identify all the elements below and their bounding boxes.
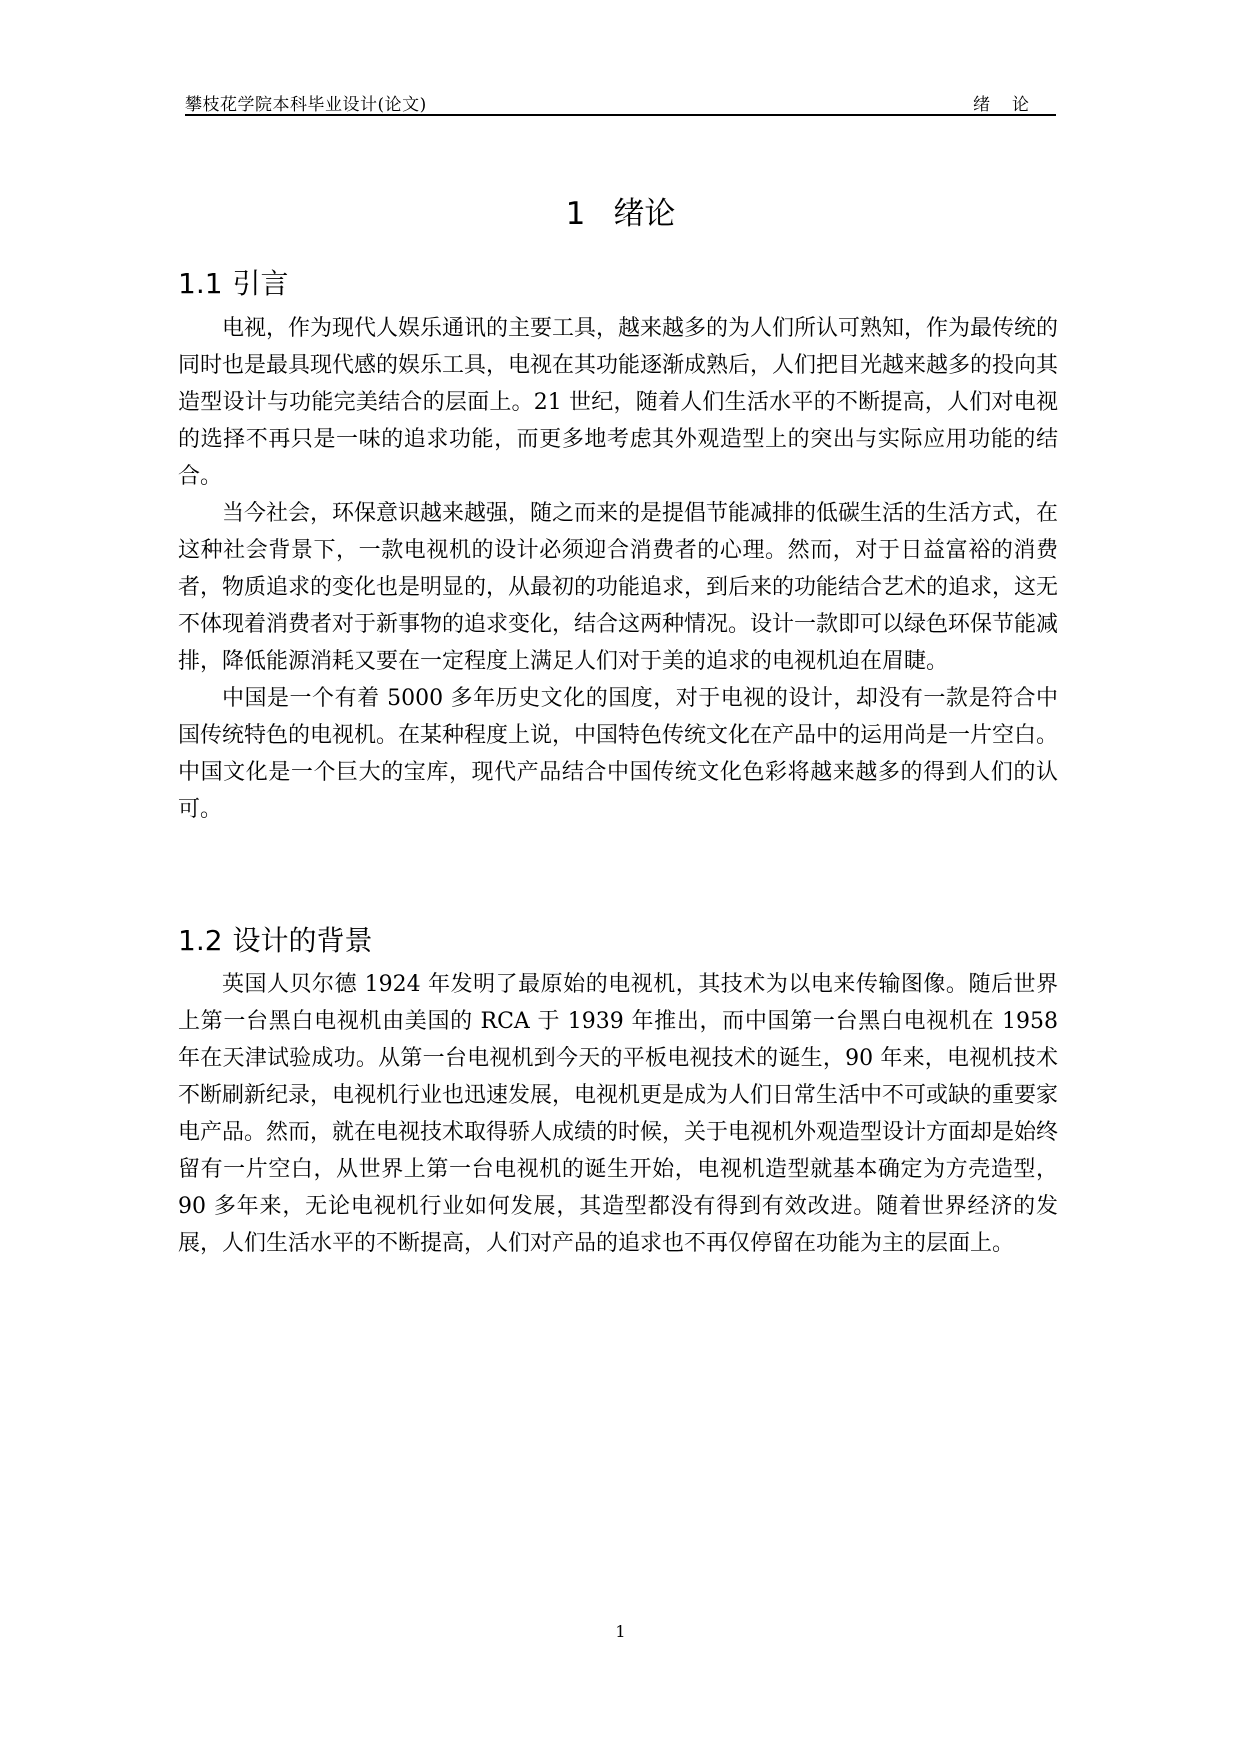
section-title-text: 引言 — [232, 267, 289, 300]
page-number: 1 — [615, 1622, 626, 1641]
chapter-title-text: 绪论 — [613, 196, 676, 232]
page-header — [185, 84, 1056, 116]
section-heading-introduction — [178, 262, 289, 302]
section-title-text: 设计的背景 — [232, 924, 373, 957]
body-paragraph: 当今社会，环保意识越来越强，随之而来的是提倡节能减排的低碳生活的生活方式，在这种社会背景下，一款电视机的设计必须迎合消费者的心理。然而，对于日益富裕的消费者，物质追求的变化也是明显的，从最初的功能追求，到后来的功能结合艺术的追求，这无不体现着消费者对于新事物的追求变化，结合这两种情况。设计一款即可以绿色环保节能减排，降低能源消耗又要在一定程度上满足人们对于美的追求的电视机迫在眉睫。 — [178, 501, 1059, 674]
section-number: 1.1 — [178, 267, 223, 300]
body-paragraph: 电视，作为现代人娱乐通讯的主要工具，越来越多的为人们所认可熟知，作为最传统的同时也是最具现代感的娱乐工具，电视在其功能逐渐成熟后，人们把目光越来越多的投向其造型设计与功能完美结合的层面上。21 世纪，随着人们生活水平的不断提高，人们对电视的选择不再只是一味的追求功能，而更多地考虑其外观造型上的突出与实际应用功能的结合。 — [178, 316, 1059, 489]
section-body-background — [178, 966, 1058, 1262]
section-body-introduction — [178, 310, 1058, 828]
header-document-title: 攀枝花学院本科毕业设计(论文) — [185, 95, 427, 115]
header-chapter-name: 绪论 — [973, 95, 1051, 115]
section-heading-background — [178, 919, 373, 959]
body-paragraph: 英国人贝尔德 1924 年发明了最原始的电视机，其技术为以电来传输图像。随后世界上第一台黑白电视机由美国的 RCA 于 1939 年推出，而中国第一台黑白电视机在 1958 年在天津试验成功。从第一台电视机到今天的平板电视技术的诞生，90 年来，电视机技术不断刷新纪录，电视机行业也迅速发展，电视机更是成为人们日常生活中不可或缺的重要家电产品。然而，就在电视技术取得骄人成绩的时候，关于电视机外观造型设计方面却是始终留有一片空白，从世界上第一台电视机的诞生开始，电视机造型就基本确定为方壳造型，90 多年来，无论电视机行业如何发展，其造型都没有得到有效改进。随着世界经济的发展，人们生活水平的不断提高，人们对产品的追求也不再仅停留在功能为主的层面上。 — [178, 972, 1059, 1256]
chapter-number: 1 — [565, 196, 586, 232]
chapter-title — [0, 188, 1241, 233]
section-number: 1.2 — [178, 924, 223, 957]
body-paragraph: 中国是一个有着 5000 多年历史文化的国度，对于电视的设计，却没有一款是符合中国传统特色的电视机。在某种程度上说，中国特色传统文化在产品中的运用尚是一片空白。中国文化是一个巨大的宝库，现代产品结合中国传统文化色彩将越来越多的得到人们的认可。 — [178, 686, 1059, 822]
